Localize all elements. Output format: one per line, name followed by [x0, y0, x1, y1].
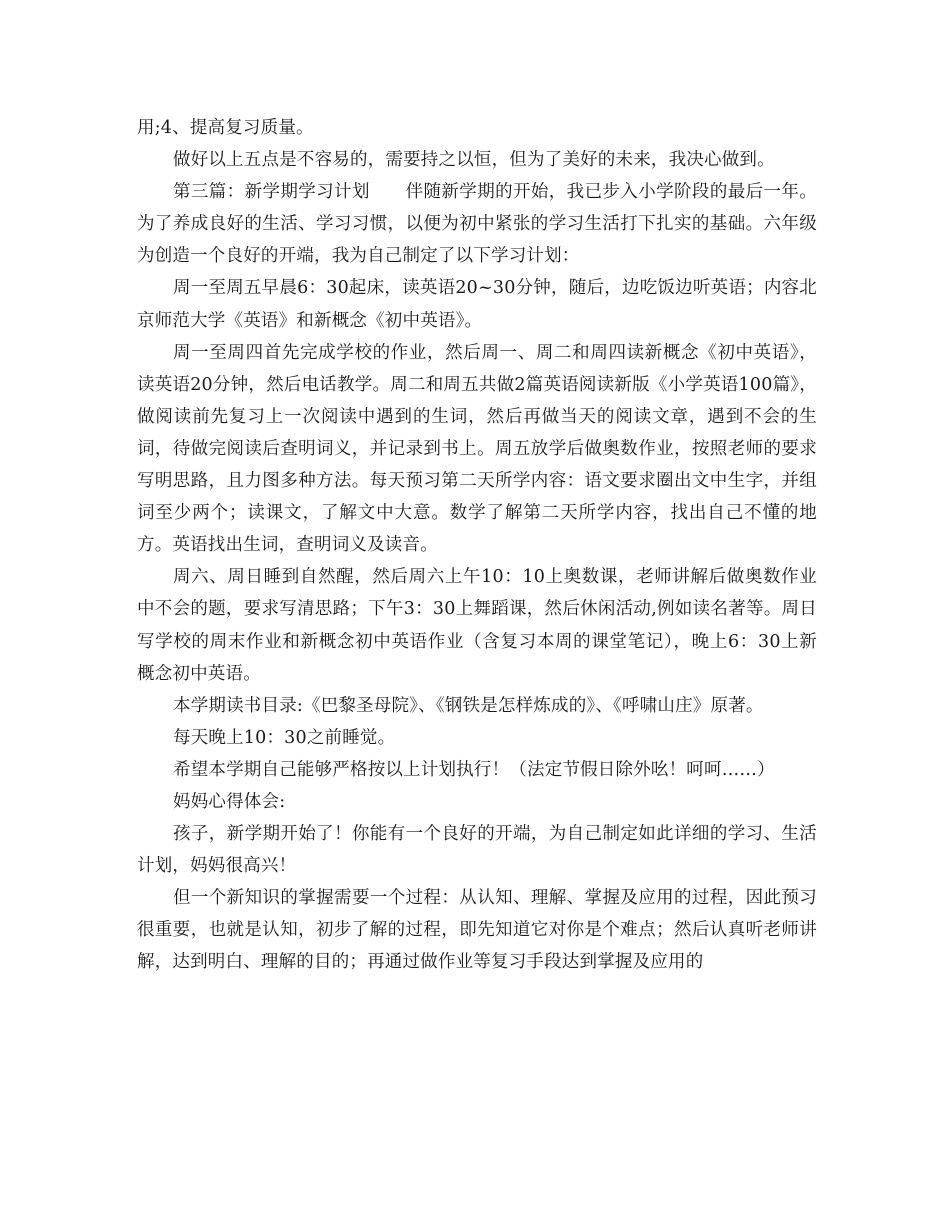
document-page: [137, 112, 817, 979]
paragraph-weekend: 周六、周日睡到自然醒，然后周六上午10：10上奥数课，老师讲解后做奥数作业中不会的题，要求写清思路；下午3：30上舞蹈课，然后休闲活动,例如读名著等。周日写学校的周末作业和新概念初中英语作业（含复习本周的课堂笔记），晚上6：30上新概念初中英语。: [137, 567, 817, 684]
paragraph-resolution: 做好以上五点是不容易的，需要持之以恒，但为了美好的未来，我决心做到。: [173, 150, 775, 171]
paragraph-weekday-study: 周一至周四首先完成学校的作业，然后周一、周二和周四读新概念《初中英语》，读英语20分钟，然后电话教学。周二和周五共做2篇英语阅读新版《小学英语100篇》，做阅读前先复习上一次阅读中遇到的生词，然后再做当天的阅读文章，遇到不会的生词，待做完阅读后查明词义，并记录到书上。周五放学后做奥数作业，按照老师的要求写明思路，且力图多种方法。每天预习第二天所学内容：语文要求圈出文中生字，并组词至少两个；读课文，了解文中大意。数学了解第二天所学内容，找出自己不懂的地方。英语找出生词，查明词义及读音。: [137, 342, 817, 556]
paragraph-mom-heading: 妈妈心得体会:: [173, 791, 286, 812]
paragraph-weekday-morning: 周一至周五早晨6：30起床，读英语20~30分钟，随后，边吃饭边听英语；内容北京师范大学《英语》和新概念《初中英语》。: [137, 278, 817, 331]
paragraph-reading-list: 本学期读书目录:《巴黎圣母院》、《钢铁是怎样炼成的》、《呼啸山庄》原著。: [173, 695, 764, 716]
paragraph-mom-advice: 但一个新知识的掌握需要一个过程：从认知、理解、掌握及应用的过程，因此预习很重要，也就是认知，初步了解的过程，即先知道它对你是个难点；然后认真听老师讲解，达到明白、理解的目的；再通过做作业等复习手段达到掌握及应用的: [137, 888, 817, 973]
paragraph-mom-praise: 孩子，新学期开始了！你能有一个良好的开端，为自己制定如此详细的学习、生活计划，妈妈很高兴！: [137, 824, 817, 877]
paragraph-continuation: 用;4、提高复习质量。: [137, 118, 314, 138]
paragraph-hope: 希望本学期自己能够严格按以上计划执行！（法定节假日除外吆！呵呵……）: [173, 759, 775, 780]
paragraph-plan-intro: 第三篇：新学期学习计划 伴随新学期的开始，我已步入小学阶段的最后一年。为了养成良好的生活、学习习惯，以便为初中紧张的学习生活打下扎实的基础。六年级为创造一个良好的开端，我为自己制定了以下学习计划：: [137, 182, 817, 267]
paragraph-bedtime: 每天晚上10：30之前睡觉。: [173, 727, 396, 748]
